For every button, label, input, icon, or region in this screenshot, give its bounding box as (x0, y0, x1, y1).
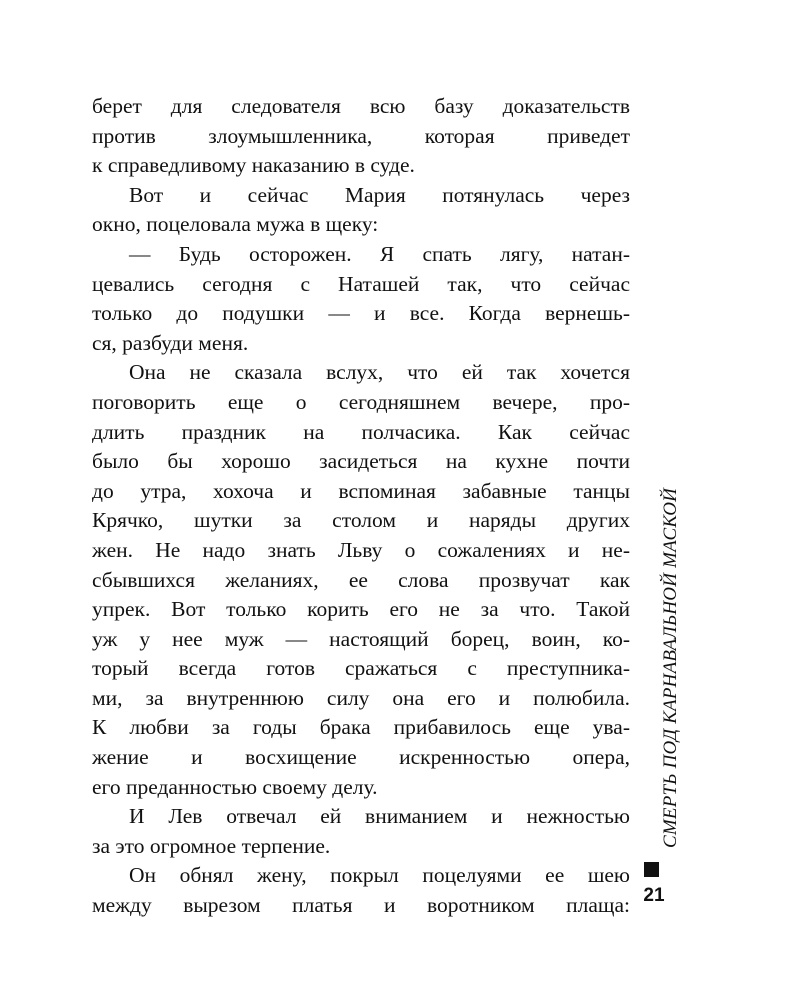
text-line-16: жен. Не надо знать Льву о сожалениях и не- (92, 537, 630, 562)
text-line-8: только до подушки — и все. Когда вернешь- (92, 301, 630, 326)
text-line-18: упрек. Вот только корить его не за что. Такой (92, 597, 630, 622)
text-line-17: сбывшихся желаниях, ее слова прозвучат как (92, 567, 630, 592)
text-line-19: уж у нее муж — настоящий борец, воин, ко- (92, 626, 630, 651)
text-line-12: длить праздник на полчасика. Как сейчас (92, 419, 630, 444)
text-line-14: до утра, хохоча и вспоминая забавные танцы (92, 478, 630, 503)
text-line-27: Он обнял жену, покрыл поцелуями ее шею (129, 863, 630, 888)
text-line-1: берет для следователя всю базу доказательств (92, 94, 630, 118)
text-line-10: Она не сказала вслух, что ей так хочется (129, 360, 630, 385)
square-marker-icon (644, 862, 659, 877)
text-line-7: цевались сегодня с Наташей так, что сейчас (92, 271, 630, 296)
text-line-5: окно, поцеловала мужа в щеку: (92, 212, 379, 237)
text-line-25: И Лев отвечал ей вниманием и нежностью (129, 804, 630, 829)
text-line-9: ся, разбуди меня. (92, 330, 249, 355)
text-line-23: жение и восхищение искренностью опера, (92, 745, 630, 770)
text-line-2: против злоумышленника, которая приведет (92, 123, 630, 148)
body-text (92, 92, 630, 921)
text-line-22: К любви за годы брака прибавилось еще ува- (92, 715, 630, 740)
text-line-11: поговорить еще о сегодняшнем вечере, про- (92, 389, 630, 414)
text-line-3: к справедливому наказанию в суде. (92, 153, 415, 178)
text-line-13: было бы хорошо засидеться на кухне почти (92, 449, 630, 474)
text-line-21: ми, за внутреннюю силу она его и полюбила. (92, 685, 630, 710)
page-number: 21 (643, 885, 665, 906)
text-line-26: за это огромное терпение. (92, 833, 331, 858)
running-head-title: СМЕРТЬ ПОД КАРНАВАЛЬНОЙ МАСКОЙ (660, 487, 681, 848)
text-line-28: между вырезом платья и воротником плаща: (92, 893, 630, 918)
text-line-4: Вот и сейчас Мария потянулась через (129, 182, 630, 207)
text-line-15: Крячко, шутки за столом и наряды других (92, 508, 630, 533)
text-line-6: — Будь осторожен. Я спать лягу, натан- (129, 241, 630, 266)
text-line-20: торый всегда готов сражаться с преступника- (92, 656, 630, 681)
text-line-24: его преданностью своему делу. (92, 774, 378, 799)
